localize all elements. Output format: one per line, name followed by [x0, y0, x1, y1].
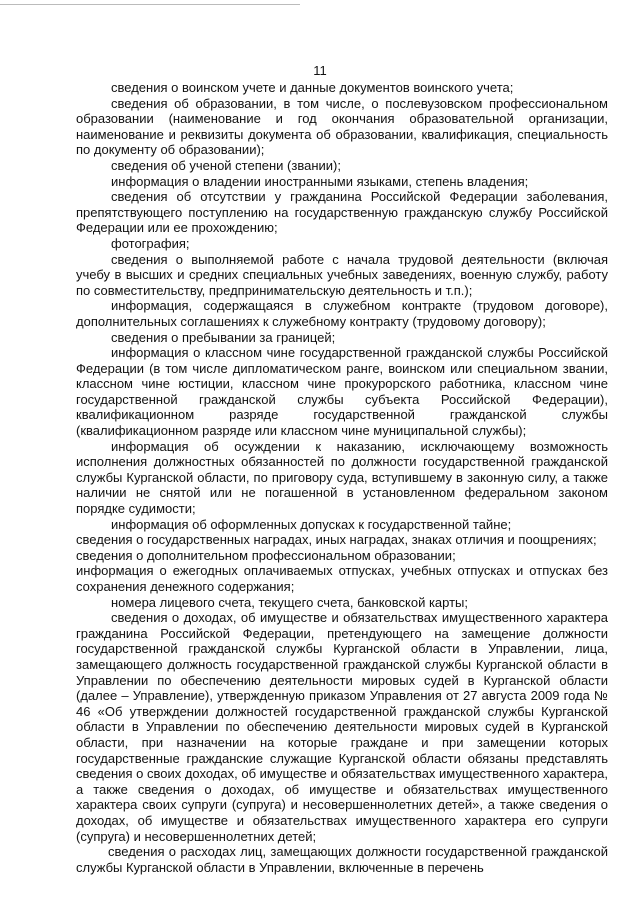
scan-top-edge-line	[0, 4, 300, 5]
paragraph-service-contract: информация, содержащаяся в служебном контракте (трудовом договоре), дополнительных соглашениях к служебному контракту (трудовому договору);	[76, 298, 608, 329]
paragraph-additional-education: сведения о дополнительном профессиональном образовании;	[76, 547, 456, 563]
paragraph-stays-abroad: сведения о пребывании за границей;	[111, 329, 336, 345]
paragraph-class-rank: информация о классном чине государственной гражданской службы Российской Федерации (в том числе дипломатическом ранге, воинском или специальном звании, классном чине юстиции, классном чине прокурорского работника, классном чине государственной гражданской службы субъекта Российской Федерации), квалификационном разряде государственной гражданской службы (квалификационном разряде или классном чине муниципальной службы);	[76, 345, 608, 439]
paragraph-criminal-record: информация об осуждении к наказанию, исключающему возможность исполнения должностных обязанностей по должности государственной гражданской службы Курганской области, по приговору суда, вступившему в законную силу, а также наличии не снятой или не погашенной в установленном федеральном законом порядке судимости;	[76, 438, 608, 517]
paragraph-awards: сведения о государственных наградах, иных наградах, знаках отличия и поощрениях;	[76, 532, 597, 548]
paragraph-vacations: информация о ежегодных оплачиваемых отпусках, учебных отпусках и отпусках без сохранения денежного содержания;	[76, 563, 608, 594]
paragraph-foreign-languages: информация о владении иностранными языками, степень владения;	[111, 173, 529, 189]
paragraph-bank-accounts: номера лицевого счета, текущего счета, банковской карты;	[111, 594, 469, 610]
paragraph-health-conditions: сведения об отсутствии у гражданина Российской Федерации заболевания, препятствующего поступлению на государственную гражданскую службу Российской Федерации или ее прохождению;	[76, 189, 608, 236]
paragraph-photograph: фотография;	[111, 235, 190, 251]
document-body	[76, 80, 608, 875]
page-number: 11	[313, 63, 327, 78]
paragraph-education: сведения об образовании, в том числе, о послевузовском профессиональном образовании (наименование и год окончания образовательной организации, наименование и реквизиты документа об образовании, квалификация, специальность по документу об образовании);	[76, 95, 608, 158]
paragraph-state-secret-clearance: информация об оформленных допусках к государственной тайне;	[111, 516, 512, 532]
paragraph-military-records: сведения о воинском учете и данные документов воинского учета;	[111, 80, 514, 95]
paragraph-expenses: сведения о расходах лиц, замещающих должности государственной гражданской службы Курганской области в Управлении, включенные в перечень	[76, 844, 608, 875]
paragraph-income-property: сведения о доходах, об имуществе и обязательствах имущественного характера гражданина Российской Федерации, претендующего на замещение должности государственной гражданской службы Курганской области в Управлении, лица, замещающего должность государственной гражданской службы Курганской области в Управлении по обеспечению деятельности мировых судей в Курганской области (далее – Управление), утвержденную приказом Управления от 27 августа 2009 года № 46 «Об утверждении должностей государственной гражданской службы Курганской области в Управлении по обеспечению деятельности мировых судей в Курганской области, при назначении на которые граждане и при замещении которых государственные гражданские служащие Курганской области обязаны представлять сведения о своих доходах, об имуществе и обязательствах имущественного характера, а также сведения о доходах, об имуществе и обязательствах имущественного характера своих супруги (супруга) и несовершеннолетних детей», а также сведения о доходах, об имуществе и обязательствах имущественного характера его супруги (супруга) и несовершеннолетних детей;	[76, 610, 608, 844]
paragraph-academic-degree: сведения об ученой степени (звании);	[111, 157, 341, 173]
paragraph-work-history: сведения о выполняемой работе с начала трудовой деятельности (включая учебу в высших и средних специальных учебных заведениях, военную службу, работу по совместительству, предпринимательскую деятельность и т.п.);	[76, 251, 608, 298]
